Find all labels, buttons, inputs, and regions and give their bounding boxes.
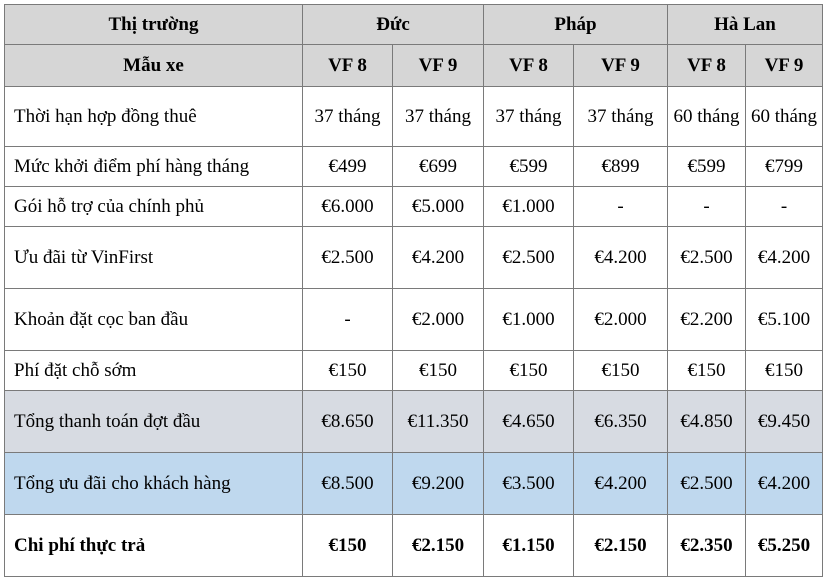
row-label: Ưu đãi từ VinFirst — [5, 227, 303, 289]
cell-value: €599 — [484, 147, 574, 187]
model-header: VF 9 — [393, 45, 484, 87]
cell-value: €150 — [393, 351, 484, 391]
cell-value: €150 — [746, 351, 823, 391]
row-label: Khoản đặt cọc ban đầu — [5, 289, 303, 351]
row-label: Tổng thanh toán đợt đầu — [5, 391, 303, 453]
row-label: Thời hạn hợp đồng thuê — [5, 87, 303, 147]
row-lease-term — [5, 87, 823, 147]
model-header: VF 9 — [746, 45, 823, 87]
cell-value: €2.150 — [574, 515, 668, 577]
cell-value: €2.500 — [668, 227, 746, 289]
market-netherlands: Hà Lan — [668, 5, 823, 45]
cell-value: €4.200 — [574, 227, 668, 289]
cell-value: €799 — [746, 147, 823, 187]
cell-value: - — [303, 289, 393, 351]
row-monthly-fee — [5, 147, 823, 187]
row-government-support — [5, 187, 823, 227]
cell-value: 60 tháng — [668, 87, 746, 147]
cell-value: €2.000 — [393, 289, 484, 351]
cell-value: 37 tháng — [303, 87, 393, 147]
cell-value: 37 tháng — [484, 87, 574, 147]
cell-value: €9.450 — [746, 391, 823, 453]
row-total-first-payment — [5, 391, 823, 453]
model-header: VF 8 — [668, 45, 746, 87]
cell-value: €4.650 — [484, 391, 574, 453]
row-label: Chi phí thực trả — [5, 515, 303, 577]
row-early-booking-fee — [5, 351, 823, 391]
cell-value: €699 — [393, 147, 484, 187]
cell-value: €5.250 — [746, 515, 823, 577]
cell-value: €1.000 — [484, 187, 574, 227]
cell-value: €2.150 — [393, 515, 484, 577]
row-label: Phí đặt chỗ sớm — [5, 351, 303, 391]
cell-value: 60 tháng — [746, 87, 823, 147]
cell-value: €2.200 — [668, 289, 746, 351]
cell-value: €8.500 — [303, 453, 393, 515]
cell-value: €4.200 — [746, 453, 823, 515]
cell-value: €2.500 — [668, 453, 746, 515]
market-germany: Đức — [303, 5, 484, 45]
cell-value: €1.150 — [484, 515, 574, 577]
cell-value: €8.650 — [303, 391, 393, 453]
cell-value: €2.500 — [303, 227, 393, 289]
cell-value: €150 — [303, 515, 393, 577]
cell-value: €5.000 — [393, 187, 484, 227]
model-header-row — [5, 45, 823, 87]
lease-comparison-table-container — [4, 4, 823, 577]
cell-value: €4.200 — [574, 453, 668, 515]
market-france: Pháp — [484, 5, 668, 45]
cell-value: €5.100 — [746, 289, 823, 351]
lease-comparison-table — [4, 4, 823, 577]
cell-value: €599 — [668, 147, 746, 187]
cell-value: €4.200 — [393, 227, 484, 289]
cell-value: €150 — [668, 351, 746, 391]
row-actual-cost — [5, 515, 823, 577]
market-header-row — [5, 5, 823, 45]
cell-value: €11.350 — [393, 391, 484, 453]
cell-value: €499 — [303, 147, 393, 187]
cell-value: 37 tháng — [393, 87, 484, 147]
cell-value: €899 — [574, 147, 668, 187]
cell-value: €1.000 — [484, 289, 574, 351]
cell-value: 37 tháng — [574, 87, 668, 147]
cell-value: €4.850 — [668, 391, 746, 453]
row-label: Gói hỗ trợ của chính phủ — [5, 187, 303, 227]
cell-value: €2.350 — [668, 515, 746, 577]
cell-value: €2.000 — [574, 289, 668, 351]
cell-value: €3.500 — [484, 453, 574, 515]
cell-value: - — [668, 187, 746, 227]
model-label: Mẫu xe — [5, 45, 303, 87]
cell-value: €150 — [574, 351, 668, 391]
model-header: VF 9 — [574, 45, 668, 87]
cell-value: €9.200 — [393, 453, 484, 515]
row-label: Tổng ưu đãi cho khách hàng — [5, 453, 303, 515]
cell-value: - — [574, 187, 668, 227]
model-header: VF 8 — [484, 45, 574, 87]
cell-value: €150 — [484, 351, 574, 391]
cell-value: €2.500 — [484, 227, 574, 289]
cell-value: €150 — [303, 351, 393, 391]
market-label: Thị trường — [5, 5, 303, 45]
row-initial-deposit — [5, 289, 823, 351]
cell-value: €4.200 — [746, 227, 823, 289]
cell-value: €6.350 — [574, 391, 668, 453]
model-header: VF 8 — [303, 45, 393, 87]
cell-value: €6.000 — [303, 187, 393, 227]
row-vinfirst-incentive — [5, 227, 823, 289]
cell-value: - — [746, 187, 823, 227]
row-total-customer-incentive — [5, 453, 823, 515]
row-label: Mức khởi điểm phí hàng tháng — [5, 147, 303, 187]
